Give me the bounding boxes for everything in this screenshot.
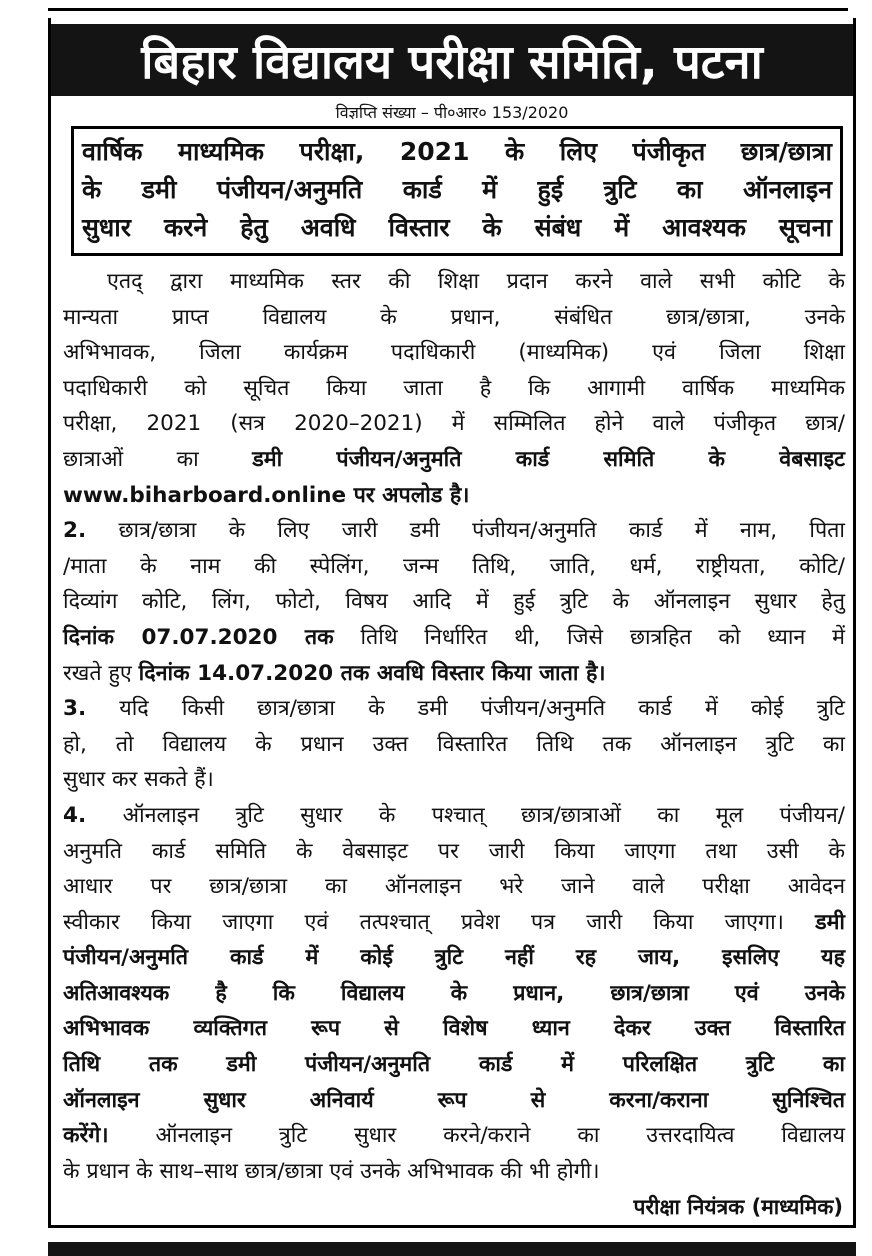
body-line-bold: पंजीयन/अनुमति कार्ड में कोई त्रुटि नहीं रह जाय, इसलिए यह: [63, 945, 845, 971]
top-rule: [48, 8, 848, 11]
body-line: के प्रधान के साथ–साथ छात्र/छात्रा एवं उनके अभिभावक की भी होगी।: [63, 1158, 600, 1184]
body-line: [63, 1118, 845, 1154]
body-text-bold: डमी पंजीयन/अनुमति कार्ड समिति के वेबसाइट: [252, 446, 845, 472]
body-line: /माता के नाम की स्पेलिंग, जन्म तिथि, जाति, धर्म, राष्ट्रीयता, कोटि/: [63, 553, 845, 579]
body-text-bold: डमी: [815, 909, 845, 935]
subject-line: के डमी पंजीयन/अनुमति कार्ड में हुई त्रुटि का ऑनलाइन: [82, 175, 832, 204]
body-line: परीक्षा, 2021 (सत्र 2020–2021) में सम्मिलित होने वाले पंजीकृत छात्र/: [63, 411, 845, 437]
body-line: [63, 620, 845, 656]
body-line: [63, 656, 845, 692]
reference-number: विज्ञप्ति संख्या – पी०आर० 153/2020: [335, 103, 569, 122]
signature: परीक्षा नियंत्रक (माध्यमिक): [633, 1195, 843, 1219]
next-notice-strip: [48, 1242, 856, 1256]
title-banner: [51, 24, 853, 96]
body-line: सुधार कर सकते हैं।: [63, 767, 214, 793]
body-text: ऑनलाइन त्रुटि सुधार करने/कराने का उत्तरदायित्व विद्यालय: [108, 1123, 845, 1149]
notice-body: [63, 264, 845, 1189]
body-line: [63, 442, 845, 478]
website-line: www.biharboard.online पर अपलोड है।: [63, 482, 470, 508]
body-text-bold: करेंगे।: [63, 1123, 109, 1149]
body-text: छात्र/छात्रा के लिए जारी डमी पंजीयन/अनुमति कार्ड में नाम, पिता: [86, 518, 845, 544]
body-text: स्वीकार किया जाएगा एवं तत्पश्चात् प्रवेश पत्र जारी किया जाएगा।: [63, 909, 816, 935]
body-line: मान्यता प्राप्त विद्यालय के प्रधान, संबंधित छात्र/छात्रा, उनके: [63, 304, 845, 330]
body-text-bold: दिनांक 07.07.2020 तक: [63, 624, 334, 650]
body-line-bold: तिथि तक डमी पंजीयन/अनुमति कार्ड में परिलक्षित त्रुटि का: [63, 1052, 845, 1078]
body-line: हो, तो विद्यालय के प्रधान उक्त विस्तारित तिथि तक ऑनलाइन त्रुटि का: [63, 731, 845, 757]
body-line: [63, 513, 845, 549]
body-line: [63, 691, 845, 727]
body-line: [63, 798, 845, 834]
subject-box: [71, 126, 843, 256]
point-number: 4.: [63, 802, 87, 828]
subject-line: सुधार करने हेतु अवधि विस्तार के संबंध में आवश्यक सूचना: [82, 213, 832, 242]
board-title: बिहार विद्यालय परीक्षा समिति, पटना: [141, 35, 763, 90]
point-number: 2.: [63, 518, 87, 544]
body-text: तिथि निर्धारित थी, जिसे छात्रहित को ध्यान में: [333, 624, 845, 650]
body-line: अनुमति कार्ड समिति के वेबसाइट पर जारी किया जाएगा तथा उसी के: [63, 838, 845, 864]
body-line-bold: ऑनलाइन सुधार अनिवार्य रूप से करना/कराना सुनिश्चित: [63, 1087, 845, 1113]
body-text: रखते हुए: [63, 660, 139, 686]
body-line: पदाधिकारी को सूचित किया जाता है कि आगामी वार्षिक माध्यमिक: [63, 375, 845, 401]
body-line: [63, 905, 845, 941]
body-text: छात्राओं का: [63, 446, 253, 472]
body-line: आधार पर छात्र/छात्रा का ऑनलाइन भरे जाने वाले परीक्षा आवेदन: [63, 874, 845, 900]
body-text: यदि किसी छात्र/छात्रा के डमी पंजीयन/अनुमति कार्ड में कोई त्रुटि: [86, 696, 845, 722]
subject-line: वार्षिक माध्यमिक परीक्षा, 2021 के लिए पंजीकृत छात्र/छात्रा: [82, 137, 832, 166]
body-line-bold: अभिभावक व्यक्तिगत रूप से विशेष ध्यान देकर उक्त विस्तारित: [63, 1016, 845, 1042]
body-line: अभिभावक, जिला कार्यक्रम पदाधिकारी (माध्यमिक) एवं जिला शिक्षा: [63, 340, 845, 366]
body-text: ऑनलाइन त्रुटि सुधार के पश्चात् छात्र/छात्राओं का मूल पंजीयन/: [86, 802, 845, 828]
body-text-bold: दिनांक 14.07.2020 तक अवधि विस्तार किया जाता है।: [138, 660, 606, 686]
body-line: दिव्यांग कोटि, लिंग, फोटो, विषय आदि में हुई त्रुटि के ऑनलाइन सुधार हेतु: [63, 589, 845, 615]
body-line: एतद् द्वारा माध्यमिक स्तर की शिक्षा प्रदान करने वाले सभी कोटि के: [107, 269, 845, 294]
notice-box: [48, 18, 856, 1228]
point-number: 3.: [63, 696, 87, 722]
body-line-bold: अतिआवश्यक है कि विद्यालय के प्रधान, छात्र/छात्रा एवं उनके: [63, 980, 845, 1006]
